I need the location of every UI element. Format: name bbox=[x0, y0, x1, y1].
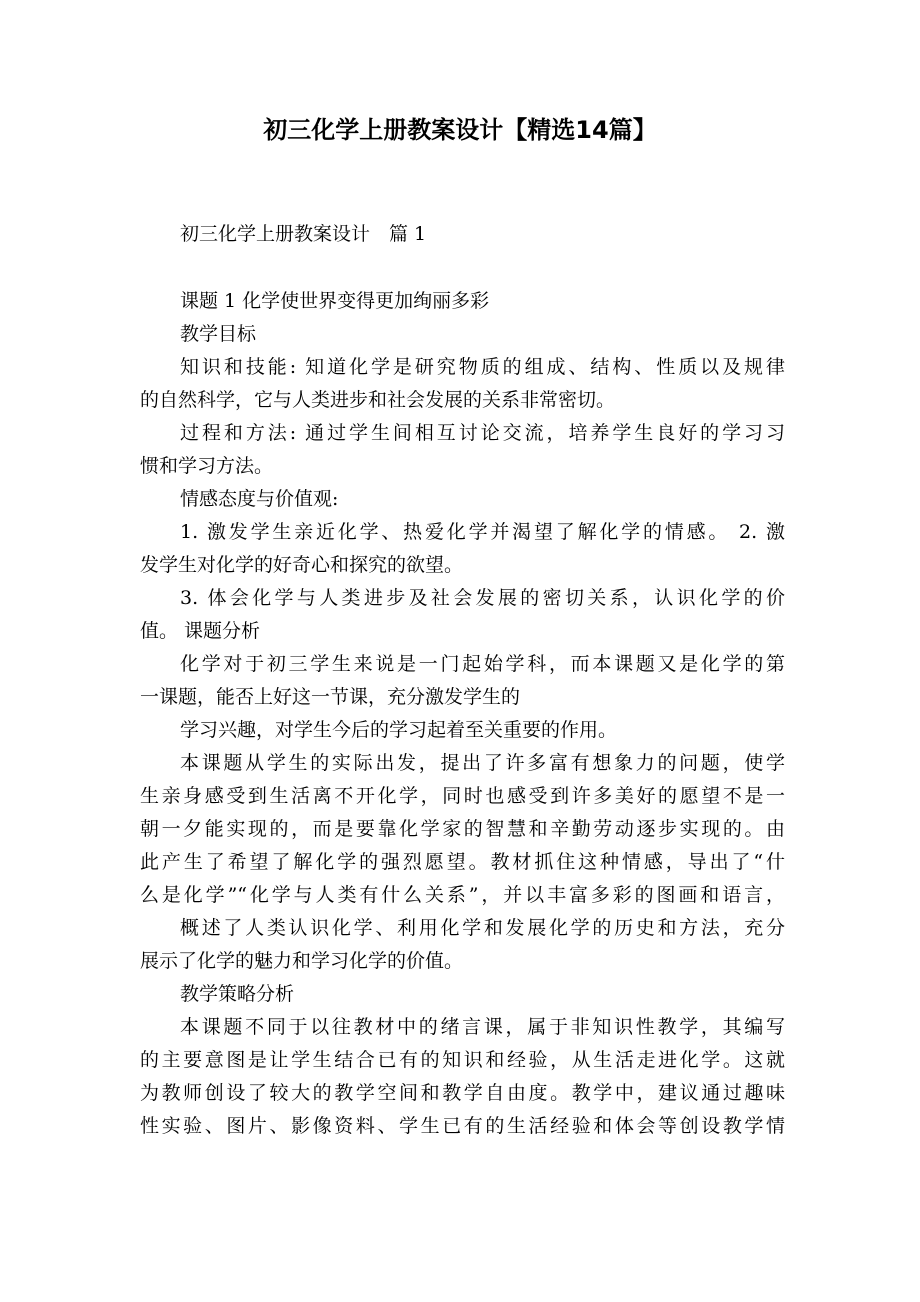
paragraph-line: 值。 课题分析 bbox=[140, 620, 261, 642]
paragraph-line: 化学对于初三学生来说是一门起始学科，而本课题又是化学的第 bbox=[180, 653, 785, 675]
paragraph-line: 为教师创设了较大的教学空间和教学自由度。教学中，建议通过趣味 bbox=[140, 1082, 785, 1104]
paragraph-line: 惯和学习方法。 bbox=[140, 455, 274, 477]
document-title: 初三化学上册教案设计【精选14篇】 bbox=[263, 116, 657, 144]
paragraph-line: 朝一夕能实现的，而是要靠化学家的智慧和辛勤劳动逐步实现的。由 bbox=[140, 818, 785, 840]
paragraph-line: 的主要意图是让学生结合已有的知识和经验，从生活走进化学。这就 bbox=[140, 1049, 785, 1071]
paragraph-line: 过程和方法: 通过学生间相互讨论交流，培养学生良好的学习习 bbox=[180, 422, 785, 444]
lesson-title: 课题 1 化学使世界变得更加绚丽多彩 bbox=[180, 290, 490, 312]
paragraph-line: 本课题从学生的实际出发，提出了许多富有想象力的问题，使学 bbox=[180, 752, 785, 774]
paragraph-line: 学习兴趣，对学生今后的学习起着至关重要的作用。 bbox=[180, 719, 618, 741]
paragraph-line: 生亲身感受到生活离不开化学，同时也感受到许多美好的愿望不是一 bbox=[140, 785, 785, 807]
heading-attitude-values: 情感态度与价值观: bbox=[180, 488, 339, 510]
paragraph-line: 的自然科学，它与人类进步和社会发展的关系非常密切。 bbox=[140, 389, 616, 411]
paragraph-line: 1. 激发学生亲近化学、热爱化学并渴望了解化学的情感。 2. 激 bbox=[180, 521, 785, 543]
document-body bbox=[140, 285, 785, 1143]
paragraph-line: 概述了人类认识化学、利用化学和发展化学的历史和方法，充分 bbox=[180, 917, 785, 939]
paragraph-line: 知识和技能: 知道化学是研究物质的组成、结构、性质以及规律 bbox=[180, 356, 785, 378]
section-heading-text: 初三化学上册教案设计 篇 1 bbox=[180, 223, 427, 245]
paragraph-line: 展示了化学的魅力和学习化学的价值。 bbox=[140, 950, 464, 972]
paragraph-line: 本课题不同于以往教材中的绪言课，属于非知识性教学，其编写 bbox=[180, 1016, 785, 1038]
paragraph-line: 性实验、图片、影像资料、学生已有的生活经验和体会等创设教学情 bbox=[140, 1115, 785, 1137]
paragraph-line: 一课题，能否上好这一节课，充分激发学生的 bbox=[140, 686, 521, 708]
paragraph-line: 此产生了希望了解化学的强烈愿望。教材抓住这种情感，导出了“什 bbox=[140, 851, 785, 873]
paragraph-line: 么是化学”“化学与人类有什么关系”，并以丰富多彩的图画和语言， bbox=[140, 884, 785, 906]
heading-strategy-analysis: 教学策略分析 bbox=[180, 983, 295, 1005]
heading-teaching-goals: 教学目标 bbox=[180, 323, 257, 345]
paragraph-line: 发学生对化学的好奇心和探究的欲望。 bbox=[140, 554, 464, 576]
paragraph-line: 3. 体会化学与人类进步及社会发展的密切关系，认识化学的价 bbox=[180, 587, 785, 609]
section-heading bbox=[180, 218, 825, 251]
